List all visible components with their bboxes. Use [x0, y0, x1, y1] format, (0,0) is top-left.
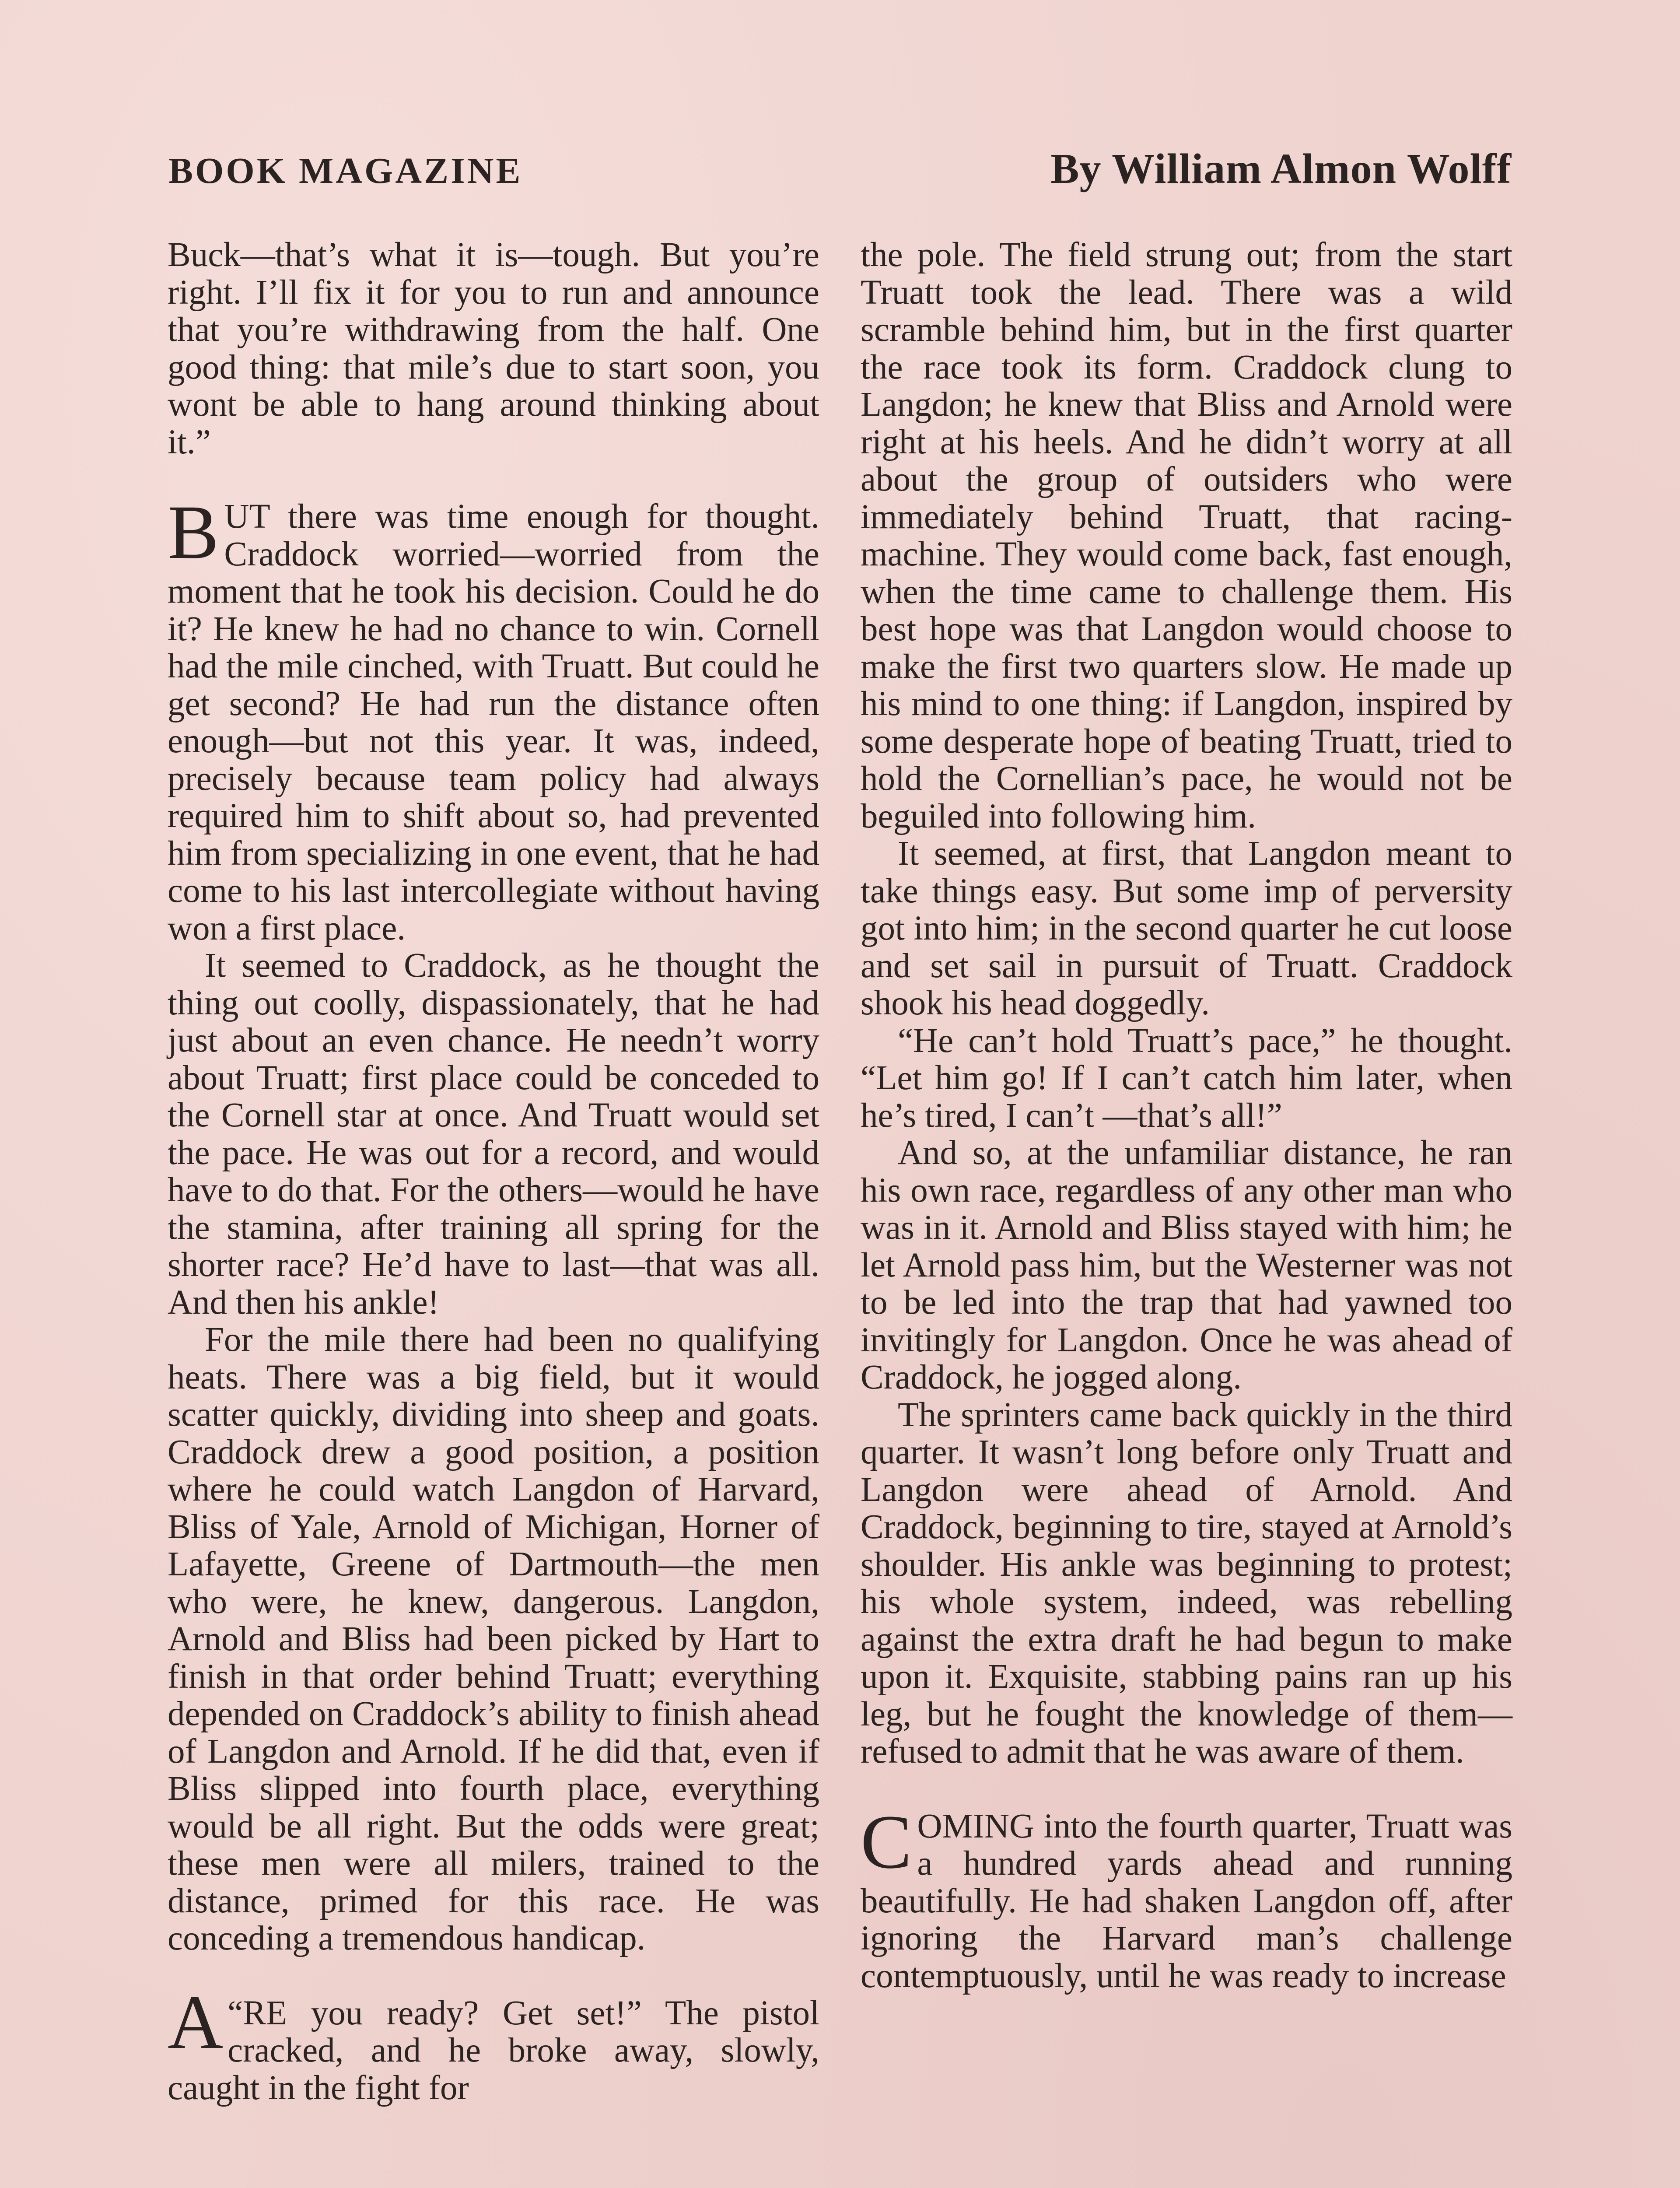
left-column [168, 236, 819, 2107]
paragraph: the pole. The field strung out; from the start Truatt took the lead. There was a wild scramble behind him, but in the first quarter the race took its form. Craddock clung to Langdon; he knew that Bliss and Arnold were right at his heels. And he didn’t worry at all about the group of outsiders who were immediately behind Truatt, that racing-machine. They would come back, fast enough, when the time came to challenge them. His best hope was that Langdon would choose to make the first two quarters slow. He made up his mind to one thing: if Langdon, inspired by some desperate hope of beating Truatt, tried to hold the Cornellian’s pace, he would not be beguiled into following him. [861, 236, 1512, 835]
magazine-title: BOOK MAGAZINE [168, 151, 523, 191]
paragraph: Buck—that’s what it is—tough. But you’re right. I’ll fix it for you to run and announce that you’re withdrawing from the half. One good thing: that mile’s due to start soon, you wont be able to hang around thinking about it.” [168, 236, 819, 461]
drop-cap-paragraph: BUT there was time enough for thought. Craddock worried—worried from the moment that he took his decision. Could he do it? He knew he had no chance to win. Cornell had the mile cinched, with Truatt. But could he get second? He had run the distance often enough—but not this year. It was, indeed, precisely because team policy had always required him to shift about so, had prevented him from specializing in one event, that he had come to his last intercollegiate without having won a first place. [168, 490, 819, 947]
paragraph: It seemed to Craddock, as he thought the thing out coolly, dispassionately, that he had just about an even chance. He needn’t worry about Truatt; first place could be conceded to the Cornell star at once. And Truatt would set the pace. He was out for a record, and would have to do that. For the others—would he have the stamina, after training all spring for the shorter race? He’d have to last—that was all. And then his ankle! [168, 947, 819, 1322]
author-byline: By William Almon Wolff [1050, 145, 1512, 193]
paragraph: And so, at the unfamiliar distance, he ran his own race, regardless of any other man who was in it. Arnold and Bliss stayed with him; he let Arnold pass him, but the Westerner was not to be led into the trap that had yawned too invitingly for Langdon. Once he was ahead of Craddock, he jogged along. [861, 1134, 1512, 1396]
drop-cap-paragraph: COMING into the fourth quarter, Truatt was a hundred yards ahead and running beautifully. He had shaken Langdon off, after ignoring the Harvard man’s challenge contemptuously, until he was ready to increase [861, 1799, 1512, 1995]
paragraph: “He can’t hold Truatt’s pace,” he thought. “Let him go! If I can’t catch him later, when he’s tired, I can’t —that’s all!” [861, 1021, 1512, 1135]
drop-cap: A [168, 1979, 224, 2065]
right-column [861, 236, 1512, 1995]
paragraph: It seemed, at first, that Langdon meant to take things easy. But some imp of perversity got into him; in the second quarter he cut loose and set sail in pursuit of Truatt. Craddock shook his head doggedly. [861, 835, 1512, 1022]
running-head [168, 144, 1512, 197]
section-break [168, 1957, 819, 1995]
paragraph: The sprinters came back quickly in the third quarter. It wasn’t long before only Truatt and Langdon were ahead of Arnold. And Craddock, beginning to tire, stayed at Arnold’s shoulder. His ankle was beginning to protest; his whole system, indeed, was rebelling against the extra draft he had begun to make upon it. Exquisite, stabbing pains ran up his leg, but he fought the knowledge of them—refused to admit that he was aware of them. [861, 1396, 1512, 1771]
paragraph: For the mile there had been no qualifying heats. There was a big field, but it would scatter quickly, dividing into sheep and goats. Craddock drew a good position, a position where he could watch Langdon of Harvard, Bliss of Yale, Arnold of Michigan, Horner of Lafayette, Greene of Dartmouth—the men who were, he knew, dangerous. Langdon, Arnold and Bliss had been picked by Hart to finish in that order behind Truatt; everything depended on Craddock’s ability to finish ahead of Langdon and Arnold. If he did that, even if Bliss slipped into fourth place, everything would be all right. But the odds were great; these men were all milers, trained to the distance, primed for this race. He was conceding a tremendous handicap. [168, 1321, 819, 1957]
paragraph-text: RE you ready? Get set!” The pistol cracked, and he broke away, slowly, caught in the fight for [168, 1994, 819, 2107]
section-break [168, 461, 819, 498]
drop-cap-paragraph [168, 1979, 819, 2107]
open-quote: “ [228, 1994, 243, 2032]
section-break [861, 1771, 1512, 1808]
